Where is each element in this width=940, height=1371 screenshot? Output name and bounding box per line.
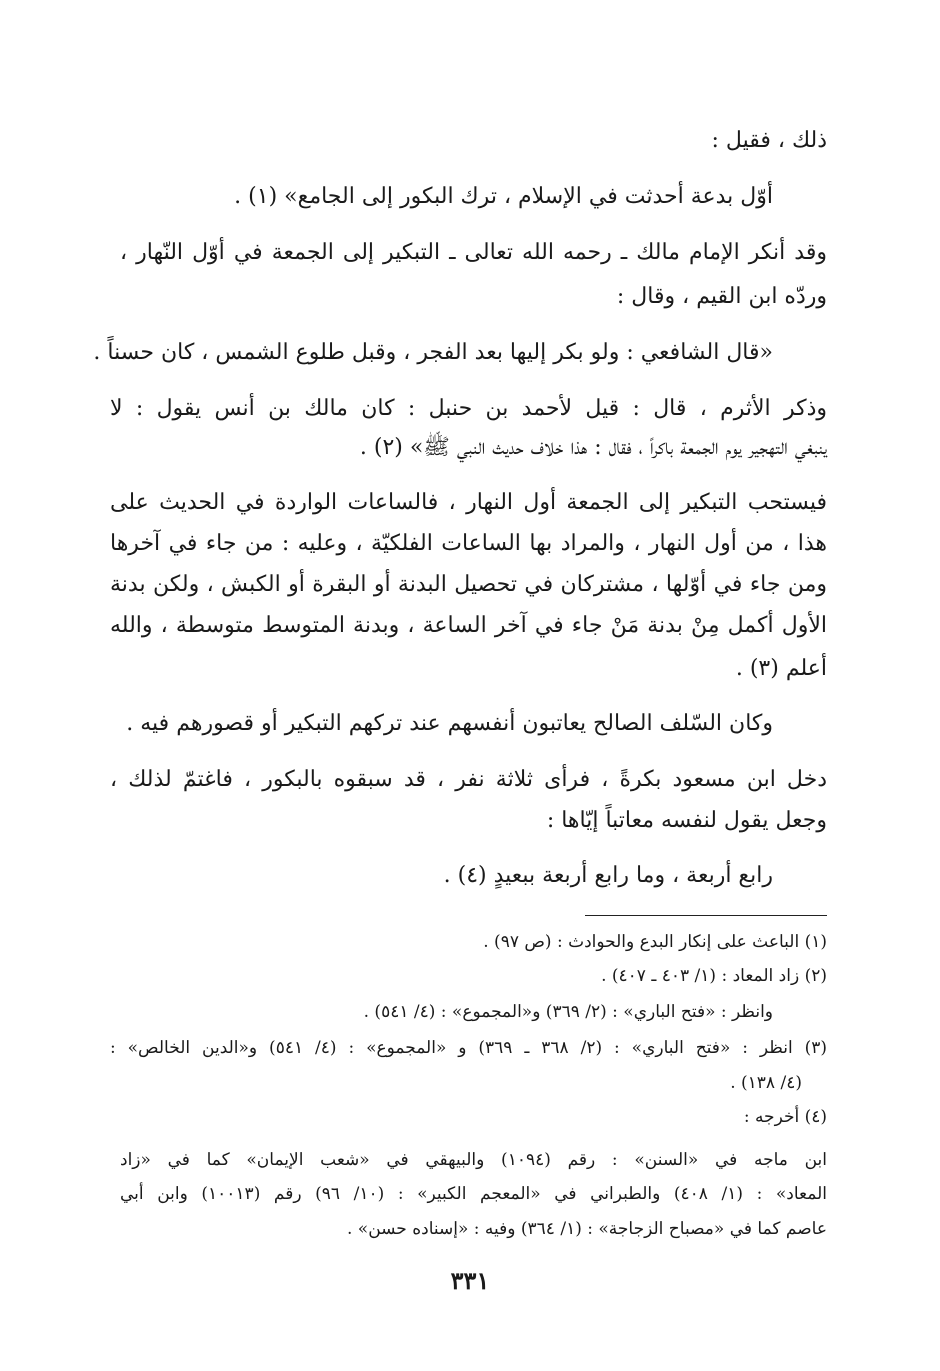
footnote-line: (٣) انظر : «فتح الباري» : (٢/ ٣٦٨ ـ ٣٦٩) و «المجموع» : (٤/ ٥٤١) و«الدين الخالص» :: [110, 1038, 828, 1058]
body-line: وجعل يقول لنفسه معاتباً إيّاها :: [546, 808, 827, 833]
body-line: وكان السّلف الصالح يعاتبون أنفسهم عند تركهم التبكير أو قصورهم فيه .: [126, 711, 773, 736]
body-line: وردّه ابن القيم ، وقال :: [616, 284, 827, 309]
body-line: ينبغي التهجير يوم الجمعة باكراً ، فقال : هذا خلاف حديث النبي ﷺ» (٢) .: [359, 435, 827, 460]
footnote-line: وانظر : «فتح الباري» : (٢/ ٣٦٩) و«المجموع» : (٤/ ٥٤١) .: [363, 1002, 773, 1022]
body-line: فيستحب التبكير إلى الجمعة أول النهار ، فالساعات الواردة في الحديث على: [110, 490, 827, 515]
footnote-line: (٢) زاد المعاد : (١/ ٤٠٣ ـ ٤٠٧) .: [601, 966, 827, 986]
body-line: ومن جاء في أوّلها ، مشتركان في تحصيل البدنة أو البقرة أو الكبش ، ولكن بدنة: [110, 572, 827, 597]
body-line: هذا ، من أول النهار ، والمراد بها الساعات الفلكيّة ، وعليه : من جاء في آخرها: [110, 531, 827, 556]
verse-line: رابع أربعة ، وما رابع أربعة ببعيدٍ (٤) .: [443, 863, 773, 888]
body-line: أوّل بدعة أحدثت في الإسلام ، ترك البكور إلى الجامع» (١) .: [234, 184, 773, 209]
body-line: ذلك ، فقيل :: [711, 128, 827, 153]
footnote-line: عاصم كما في «مصباح الزجاجة» : (١/ ٣٦٤) وفيه : «إسناده حسن» .: [346, 1219, 827, 1239]
body-line: أعلم (٣) .: [735, 656, 827, 681]
quote-line: «قال الشافعي : ولو بكر إليها بعد الفجر ، وقبل طلوع الشمس ، كان حسناً .: [93, 340, 773, 365]
body-line: دخل ابن مسعود بكرةً ، فرأى ثلاثة نفر ، قد سبقوه بالبكور ، فاغتمّ لذلك ،: [110, 767, 827, 792]
body-line: الأول أكمل مِنْ بدنة مَنْ جاء في آخر الساعة ، وبدنة المتوسط متوسطة ، والله: [110, 613, 827, 638]
footnote-line: (٤) أخرجه :: [743, 1107, 827, 1127]
footnote-divider: [585, 915, 827, 916]
page-number: ٣٣١: [450, 1266, 490, 1295]
footnote-line: المعاد» : (١/ ٤٠٨) والطبراني في «المعجم الكبير» : (١٠/ ٩٦) رقم (١٠٠١٣) وابن أبي: [120, 1184, 827, 1204]
body-line: وذكر الأثرم ، قال : قيل لأحمد بن حنبل : كان مالك بن أنس يقول : لا: [110, 396, 827, 421]
footnote-line: ابن ماجه في «السنن» : رقم (١٠٩٤) والبيهقي في «شعب الإيمان» كما في «زاد: [120, 1150, 827, 1170]
footnote-line: (٤/ ١٣٨) .: [730, 1073, 802, 1093]
footnote-line: (١) الباعث على إنكار البدع والحوادث : (ص ٩٧) .: [483, 932, 827, 952]
body-line: وقد أنكر الإمام مالك ـ رحمه الله تعالى ـ التبكير إلى الجمعة في أوّل النّهار ،: [120, 240, 827, 265]
